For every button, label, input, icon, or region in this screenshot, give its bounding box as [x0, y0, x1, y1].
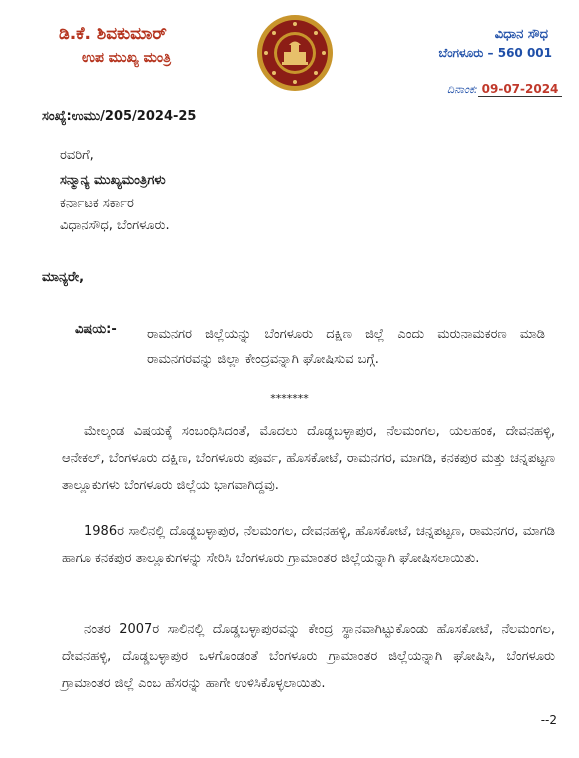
- subject-text: ರಾಮನಗರ ಜಿಲ್ಲೆಯನ್ನು ಬೆಂಗಳೂರು ದಕ್ಷಿಣ ಜಿಲ್ಲೆ ಎಂದು ಮರುನಾಮಕರಣ ಮಾಡಿ ರಾಮನಗರವನ್ನು ಜಿಲ್ಲಾ ಕೇಂದ್ರವನ್ನಾಗಿ ಘೋಷಿಸುವ ಬಗ್ಗೆ.: [147, 327, 545, 367]
- official-designation: ಉಪ ಮುಖ್ಯ ಮಂತ್ರಿ: [82, 50, 172, 66]
- date-value: 09-07-2024: [478, 82, 563, 97]
- page-continuation-marker: --2: [540, 713, 557, 727]
- body-paragraph-2: 1986ರ ಸಾಲಿನಲ್ಲಿ ದೊಡ್ಡಬಳ್ಳಾಪುರ, ನೆಲಮಂಗಲ, ದೇವನಹಳ್ಳಿ, ಹೊಸಕೋಟೆ, ಚನ್ನಪಟ್ಟಣ, ರಾಮನಗರ, ಮಾಗಡಿ ಹಾಗೂ ಕನಕಪುರ ತಾಲ್ಲೂಕುಗಳನ್ನು ಸೇರಿಸಿ ಬೆಂಗಳೂರು ಗ್ರಾಮಾಂತರ ಜಿಲ್ಲೆಯನ್ನಾಗಿ ಘೋಷಿಸಲಾಯಿತು.: [62, 524, 555, 566]
- date-label: ದಿನಾಂಕ:: [447, 83, 478, 96]
- body-paragraph-3: ನಂತರ 2007ರ ಸಾಲಿನಲ್ಲಿ ದೊಡ್ಡಬಳ್ಳಾಪುರವನ್ನು ಕೇಂದ್ರ ಸ್ಥಾನವಾಗಿಟ್ಟುಕೊಂಡು ಹೊಸಕೋಟೆ, ನೆಲಮಂಗಲ, ದೇವನಹಳ್ಳಿ, ದೊಡ್ಡಬಳ್ಳಾಪುರ ಒಳಗೊಂಡಂತೆ ಬೆಂಗಳೂರು ಗ್ರಾಮಾಂತರ ಜಿಲ್ಲೆಯನ್ನಾಗಿ ಘೋಷಿಸಿ, ಬೆಂಗಳೂರು ಗ್ರಾಮಾಂತರ ಜಿಲ್ಲೆ ಎಂಬ ಹೆಸರನ್ನು ಹಾಗೇ ಉಳಿಸಿಕೊಳ್ಳಲಾಯಿತು.: [62, 622, 555, 691]
- state-emblem-seal: [256, 14, 334, 92]
- subject-label: ವಿಷಯ:-: [75, 322, 117, 337]
- reference-number: ಸಂಖ್ಯೆ:ಉಮು/205/2024-25: [42, 109, 197, 124]
- body-paragraph-1: ಮೇಲ್ಕಂಡ ವಿಷಯಕ್ಕೆ ಸಂಬಂಧಿಸಿದಂತೆ, ಮೊದಲು ದೊಡ್ಡಬಳ್ಳಾಪುರ, ನೆಲಮಂಗಲ, ಯಲಹಂಕ, ದೇವನಹಳ್ಳಿ, ಆನೇಕಲ್, ಬೆಂಗಳೂರು ದಕ್ಷಿಣ, ಬೆಂಗಳೂರು ಪೂರ್ವ, ಹೊಸಕೋಟೆ, ರಾಮನಗರ, ಮಾಗಡಿ, ಕನಕಪುರ ಮತ್ತು ಚನ್ನಪಟ್ಟಣ ತಾಲ್ಲೂಕುಗಳು ಬೆಂಗಳೂರು ಜಿಲ್ಲೆಯ ಭಾಗವಾಗಿದ್ದವು.: [62, 424, 555, 493]
- salutation: ಮಾನ್ಯರೇ,: [42, 270, 85, 285]
- addressee-to-label: ರವರಿಗೆ,: [60, 148, 94, 163]
- date-line: [447, 82, 562, 97]
- addressee-line-2: ವಿಧಾನಸೌಧ, ಬೆಂಗಳೂರು.: [60, 218, 170, 233]
- addressee-line-1: ಕರ್ನಾಟಕ ಸರ್ಕಾರ: [60, 196, 134, 211]
- city-pincode: ಬೆಂಗಳೂರು – 560 001: [438, 46, 552, 60]
- addressee-name: ಸನ್ಮಾನ್ಯ ಮುಖ್ಯಮಂತ್ರಿಗಳು: [60, 173, 166, 188]
- official-name: ಡಿ.ಕೆ. ಶಿವಕುಮಾರ್: [59, 24, 167, 44]
- office-address: ವಿಧಾನ ಸೌಧ: [494, 27, 548, 42]
- separator: *******: [270, 392, 309, 405]
